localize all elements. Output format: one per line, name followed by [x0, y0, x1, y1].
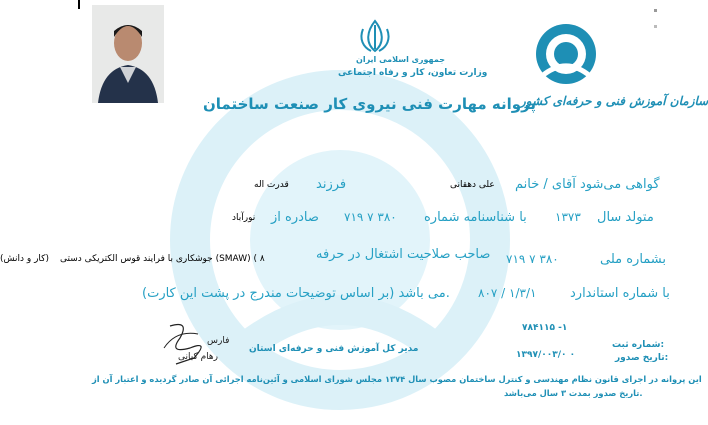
id-label: با شناسنامه شماره: [424, 210, 527, 225]
national-label: بشماره ملی: [600, 252, 667, 267]
reg-number: ۷۸۴۱۱۵ -۱: [522, 323, 568, 333]
legal-text: این پروانه در اجرای قانون نظام مهندسی و کنترل ساختمان مصوب سال ۱۳۷۴ مجلس شورای اسلامی و آئین‌نامه اجرائی آن صادر گردیده و اعتبار آن از: [92, 374, 702, 384]
id-number: ۷۱۹ ۷ ۳۸۰: [344, 210, 397, 224]
child-label: فرزند: [316, 177, 347, 192]
avatar: [92, 5, 164, 103]
org-name: سازمان آموزش فنی و حرفه‌ای کشور: [520, 94, 708, 108]
page-title: پروانه مهارت فنی نیروی کار صنعت ساختمان: [203, 95, 537, 113]
trade: جوشکاری با فرایند قوس الکتریکی دستی (SMAW) ( ۸: [60, 254, 265, 264]
signature-name: رهام کیانی: [178, 352, 219, 362]
date-value: ۱۳۹۷/۰۰۳/۰ ۰: [516, 350, 576, 360]
corner-mark: [78, 0, 80, 9]
corner-dot: [654, 9, 657, 12]
holder-name: علی دهقانی: [450, 180, 495, 190]
republic-text: جمهوری اسلامی ایران: [356, 55, 445, 64]
emblem-icon: [357, 19, 393, 53]
birth-label: متولد سال: [597, 210, 654, 225]
reg-label: شماره ثبت:: [612, 340, 665, 350]
issued-label: صادره از: [271, 210, 319, 225]
trade-note: (کار و دانش): [0, 254, 49, 264]
legal-text-2: تاریخ صدور بمدت ۳ سال می‌باشد.: [504, 388, 643, 398]
national-id: ۷۱۹ ۷ ۳۸۰: [506, 252, 559, 266]
qualified-label: صاحب صلاحیت اشتغال در حرفه: [316, 247, 491, 262]
corner-dot: [654, 25, 657, 28]
standard-note: (بر اساس توضیحات مندرج در پشت این کارت) می باشد.: [142, 286, 450, 301]
birth-year: ۱۳۷۳: [555, 210, 581, 224]
issued-city: نورآباد: [232, 213, 256, 223]
line1-label: گواهی می‌شود آقای / خانم: [515, 177, 660, 192]
director-title: مدیر کل آموزش فنی و حرفه‌ای استان: [249, 344, 419, 354]
ministry-text: وزارت تعاون، کار و رفاه اجتماعی: [338, 68, 488, 78]
signature-province: فارس: [207, 336, 230, 346]
father-name: قدرت اله: [254, 180, 289, 190]
date-label: تاریخ صدور:: [615, 353, 669, 363]
standard-number: ۸۰۷ / ۱/۳/۱: [478, 286, 537, 300]
org-logo-icon: [530, 18, 602, 88]
standard-label: با شماره استاندارد: [570, 286, 670, 301]
